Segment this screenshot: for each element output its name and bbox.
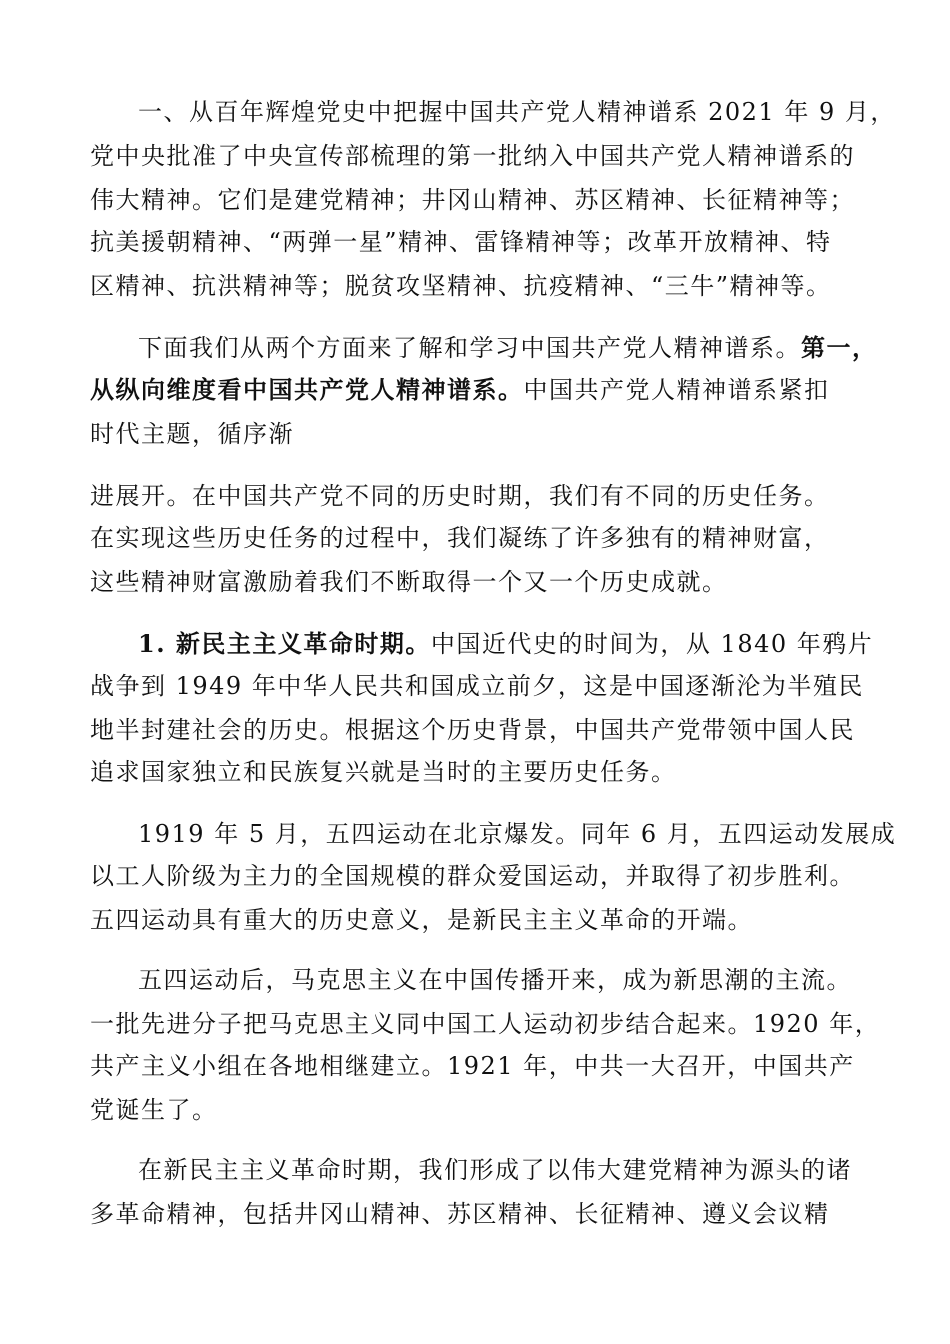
paragraph-4-line-2: 战争到 1949 年中华人民共和国成立前夕，这是中国逐渐沦为半殖民 xyxy=(90,672,864,700)
paragraph-4-line-4: 追求国家独立和民族复兴就是当时的主要历史任务。 xyxy=(90,758,677,786)
paragraph-3-line-1: 进展开。在中国共产党不同的历史时期，我们有不同的历史任务。 xyxy=(90,482,830,510)
paragraph-2-line-2 xyxy=(90,373,830,407)
paragraph-1-line-1: 一、从百年辉煌党史中把握中国共产党人精神谱系 2021 年 9 月， xyxy=(138,98,896,126)
paragraph-7-line-2: 多革命精神，包括井冈山精神、苏区精神、长征精神、遵义会议精 xyxy=(90,1200,830,1228)
paragraph-2-heading: 从纵向维度看中国共产党人精神谱系。 xyxy=(90,375,524,404)
paragraph-3-line-3: 这些精神财富激励着我们不断取得一个又一个历史成就。 xyxy=(90,568,728,596)
paragraph-1-line-4: 抗美援朝精神、“两弹一星”精神、雷锋精神等；改革开放精神、特 xyxy=(90,228,832,256)
paragraph-2-heading-tail: 中国共产党人精神谱系紧扣 xyxy=(523,376,830,404)
paragraph-6-line-4: 党诞生了。 xyxy=(90,1096,218,1124)
paragraph-1-line-3: 伟大精神。它们是建党精神；井冈山精神、苏区精神、长征精神等； xyxy=(90,186,855,214)
paragraph-6-line-1: 五四运动后，马克思主义在中国传播开来，成为新思潮的主流。 xyxy=(138,966,852,994)
paragraph-6-line-3: 共产主义小组在各地相继建立。1921 年，中共一大召开，中国共产 xyxy=(90,1052,855,1080)
paragraph-2-intro-text: 下面我们从两个方面来了解和学习中国共产党人精神谱系。 xyxy=(138,334,801,362)
paragraph-1-line-2: 党中央批准了中央宣传部梳理的第一批纳入中国共产党人精神谱系的 xyxy=(90,142,855,170)
paragraph-2-line-3: 时代主题，循序渐 xyxy=(90,420,294,448)
section-heading-1: 1. 新民主主义革命时期。 xyxy=(138,629,431,658)
paragraph-4-line-1 xyxy=(138,627,873,661)
paragraph-4-intro-text: 中国近代史的时间为，从 1840 年鸦片 xyxy=(430,630,874,658)
paragraph-7-line-1: 在新民主主义革命时期，我们形成了以伟大建党精神为源头的诸 xyxy=(138,1156,852,1184)
paragraph-4-line-3: 地半封建社会的历史。根据这个历史背景，中国共产党带领中国人民 xyxy=(90,716,855,744)
paragraph-5-line-2: 以工人阶级为主力的全国规模的群众爱国运动，并取得了初步胜利。 xyxy=(90,862,855,890)
paragraph-1-line-5: 区精神、抗洪精神等；脱贫攻坚精神、抗疫精神、“三牛”精神等。 xyxy=(90,272,832,300)
paragraph-2-line-1 xyxy=(138,331,878,365)
paragraph-6-line-2: 一批先进分子把马克思主义同中国工人运动初步结合起来。1920 年， xyxy=(90,1010,881,1038)
paragraph-5-line-3: 五四运动具有重大的历史意义，是新民主主义革命的开端。 xyxy=(90,906,753,934)
paragraph-5-line-1: 1919 年 5 月，五四运动在北京爆发。同年 6 月，五四运动发展成 xyxy=(138,820,897,848)
paragraph-3-line-2: 在实现这些历史任务的过程中，我们凝练了许多独有的精神财富， xyxy=(90,524,830,552)
paragraph-2-first-marker: 第一， xyxy=(801,333,878,362)
